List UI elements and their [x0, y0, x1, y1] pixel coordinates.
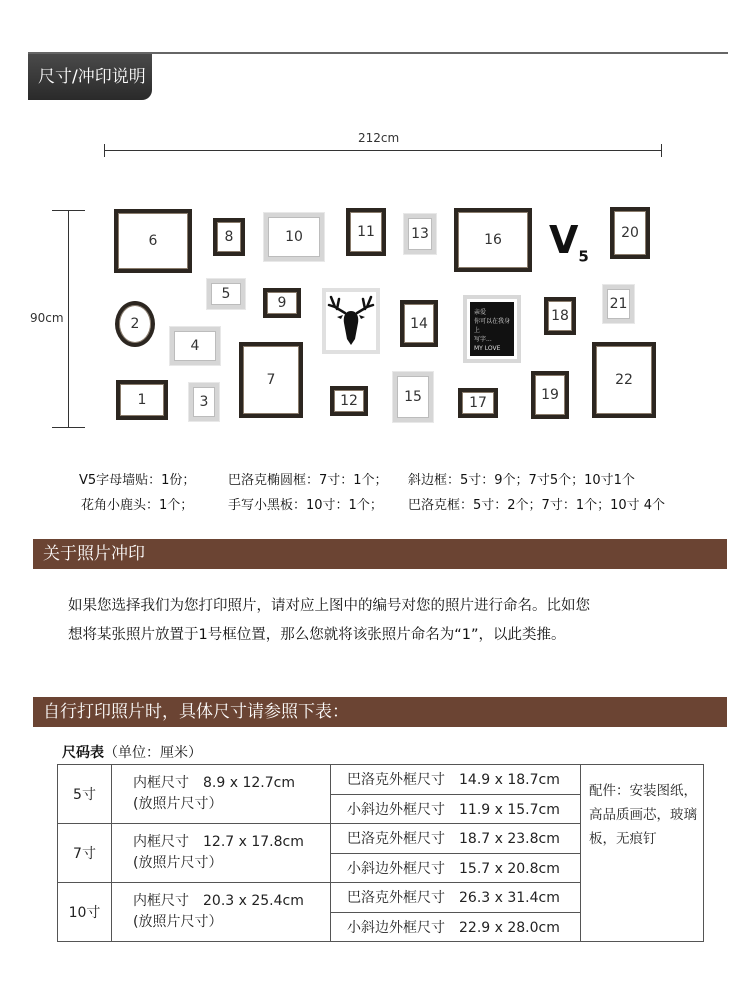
dimension-cap: [52, 427, 85, 428]
legend-item: V5字母墙贴：1份；: [79, 473, 196, 488]
outer-size-cell: [331, 794, 581, 824]
inner-size-note: (放照片尺寸）: [133, 914, 223, 930]
instruction-line: 想将某张照片放置于1号框位置，那么您就将该张照片命名为“1”，以此类推。: [68, 627, 566, 643]
deer-head-plaque: [322, 288, 380, 354]
frame-5: 5: [207, 279, 245, 309]
chalkboard-text: 你可以在我身上: [474, 318, 511, 334]
frame-7: 7: [239, 342, 303, 418]
outer-size-label: 小斜边外框尺寸: [347, 801, 445, 818]
outer-size-cell: [331, 853, 581, 883]
outer-size-cell: [331, 765, 581, 795]
outer-size-value: 18.7 x 23.8cm: [459, 831, 560, 848]
legend-item: 巴洛克椭圆框：7寸：1个；: [228, 473, 388, 488]
inner-size-label: 内框尺寸: [133, 893, 189, 909]
frame-8: 8: [213, 218, 245, 256]
inner-size-cell: [112, 883, 331, 942]
outer-size-value: 15.7 x 20.8cm: [459, 860, 560, 877]
section-tab-size-print: 尺寸/冲印说明: [28, 54, 152, 100]
size-table-title-text: 尺码表: [62, 745, 104, 761]
outer-size-cell: [331, 824, 581, 854]
frame-16: 16: [454, 208, 532, 272]
frame-9: 9: [263, 288, 301, 318]
frame-11: 11: [346, 208, 386, 256]
legend-item: 手写小黑板：10寸：1个；: [228, 498, 383, 513]
size-table: [57, 764, 704, 942]
inner-size-note: (放照片尺寸）: [133, 855, 223, 871]
chalkboard-text: 写字...: [474, 336, 492, 343]
inner-size-value: 12.7 x 17.8cm: [203, 834, 304, 850]
frame-17: 17: [458, 388, 498, 418]
frame-18: 18: [544, 297, 576, 335]
outer-size-cell: [331, 883, 581, 913]
height-dimension-label: 90cm: [30, 311, 64, 325]
v5-number: 5: [578, 247, 589, 266]
frame-14: 14: [400, 300, 438, 347]
deer-head-icon: [327, 293, 375, 349]
table-row: [58, 765, 704, 795]
size-cell: 7寸: [58, 824, 112, 883]
outer-size-value: 26.3 x 31.4cm: [459, 890, 560, 907]
frame-12: 12: [330, 386, 368, 416]
inner-size-cell: [112, 765, 331, 824]
outer-size-cell: [331, 912, 581, 942]
dimension-cap: [52, 210, 85, 211]
chalkboard-frame: [463, 295, 521, 363]
v5-wall-sticker: [549, 218, 589, 266]
chalkboard-surface: [470, 302, 514, 356]
section-header-self-print: 自行打印照片时，具体尺寸请参照下表：: [33, 697, 727, 727]
frame-1: 1: [116, 380, 168, 420]
size-table-unit: （单位：厘米）: [104, 745, 202, 761]
accessories-cell: 配件：安装图纸，高品质画芯，玻璃板，无痕钉: [581, 765, 704, 942]
dimension-cap: [661, 144, 662, 157]
legend-item: 巴洛克框：5寸：2个；7寸：1个；10寸 4个: [408, 498, 666, 513]
outer-size-label: 巴洛克外框尺寸: [347, 831, 445, 848]
inner-size-note: (放照片尺寸）: [133, 796, 223, 812]
size-cell: 5寸: [58, 765, 112, 824]
size-table-title: [62, 742, 202, 762]
height-dimension-line: [68, 210, 69, 428]
frame-3: 3: [189, 383, 219, 421]
inner-size-value: 8.9 x 12.7cm: [203, 775, 295, 791]
outer-size-label: 小斜边外框尺寸: [347, 919, 445, 936]
section-header-photo-printing: 关于照片冲印: [33, 539, 727, 569]
chalkboard-text: 亲爱: [474, 309, 487, 316]
size-cell: 10寸: [58, 883, 112, 942]
outer-size-value: 14.9 x 18.7cm: [459, 772, 560, 789]
frame-20: 20: [610, 207, 650, 259]
frame-22: 22: [592, 342, 656, 418]
outer-size-label: 小斜边外框尺寸: [347, 860, 445, 877]
legend-item: 斜边框：5寸：9个；7寸5个；10寸1个: [408, 473, 635, 488]
outer-size-label: 巴洛克外框尺寸: [347, 772, 445, 789]
frame-13: 13: [404, 214, 436, 254]
inner-size-cell: [112, 824, 331, 883]
frame-15: 15: [393, 372, 433, 422]
v5-letter: V: [549, 218, 579, 262]
inner-size-label: 内框尺寸: [133, 775, 189, 791]
width-dimension-label: 212cm: [358, 131, 400, 145]
frame-4: 4: [170, 327, 220, 365]
frame-6: 6: [114, 209, 192, 273]
frame-10: 10: [264, 213, 324, 261]
outer-size-value: 11.9 x 15.7cm: [459, 801, 560, 818]
inner-size-label: 内框尺寸: [133, 834, 189, 850]
outer-size-label: 巴洛克外框尺寸: [347, 890, 445, 907]
instruction-line: 如果您选择我们为您打印照片，请对应上图中的编号对您的照片进行命名。比如您: [68, 598, 590, 614]
frame-21: 21: [603, 285, 634, 323]
dimension-cap: [104, 144, 105, 157]
frame-2-oval: 2: [115, 301, 155, 347]
frame-19: 19: [531, 371, 569, 419]
inner-size-value: 20.3 x 25.4cm: [203, 893, 304, 909]
legend-item: 花角小鹿头：1个；: [81, 498, 194, 513]
width-dimension-line: [104, 150, 662, 151]
outer-size-value: 22.9 x 28.0cm: [459, 919, 560, 936]
chalkboard-text: MY LOVE: [474, 345, 501, 352]
